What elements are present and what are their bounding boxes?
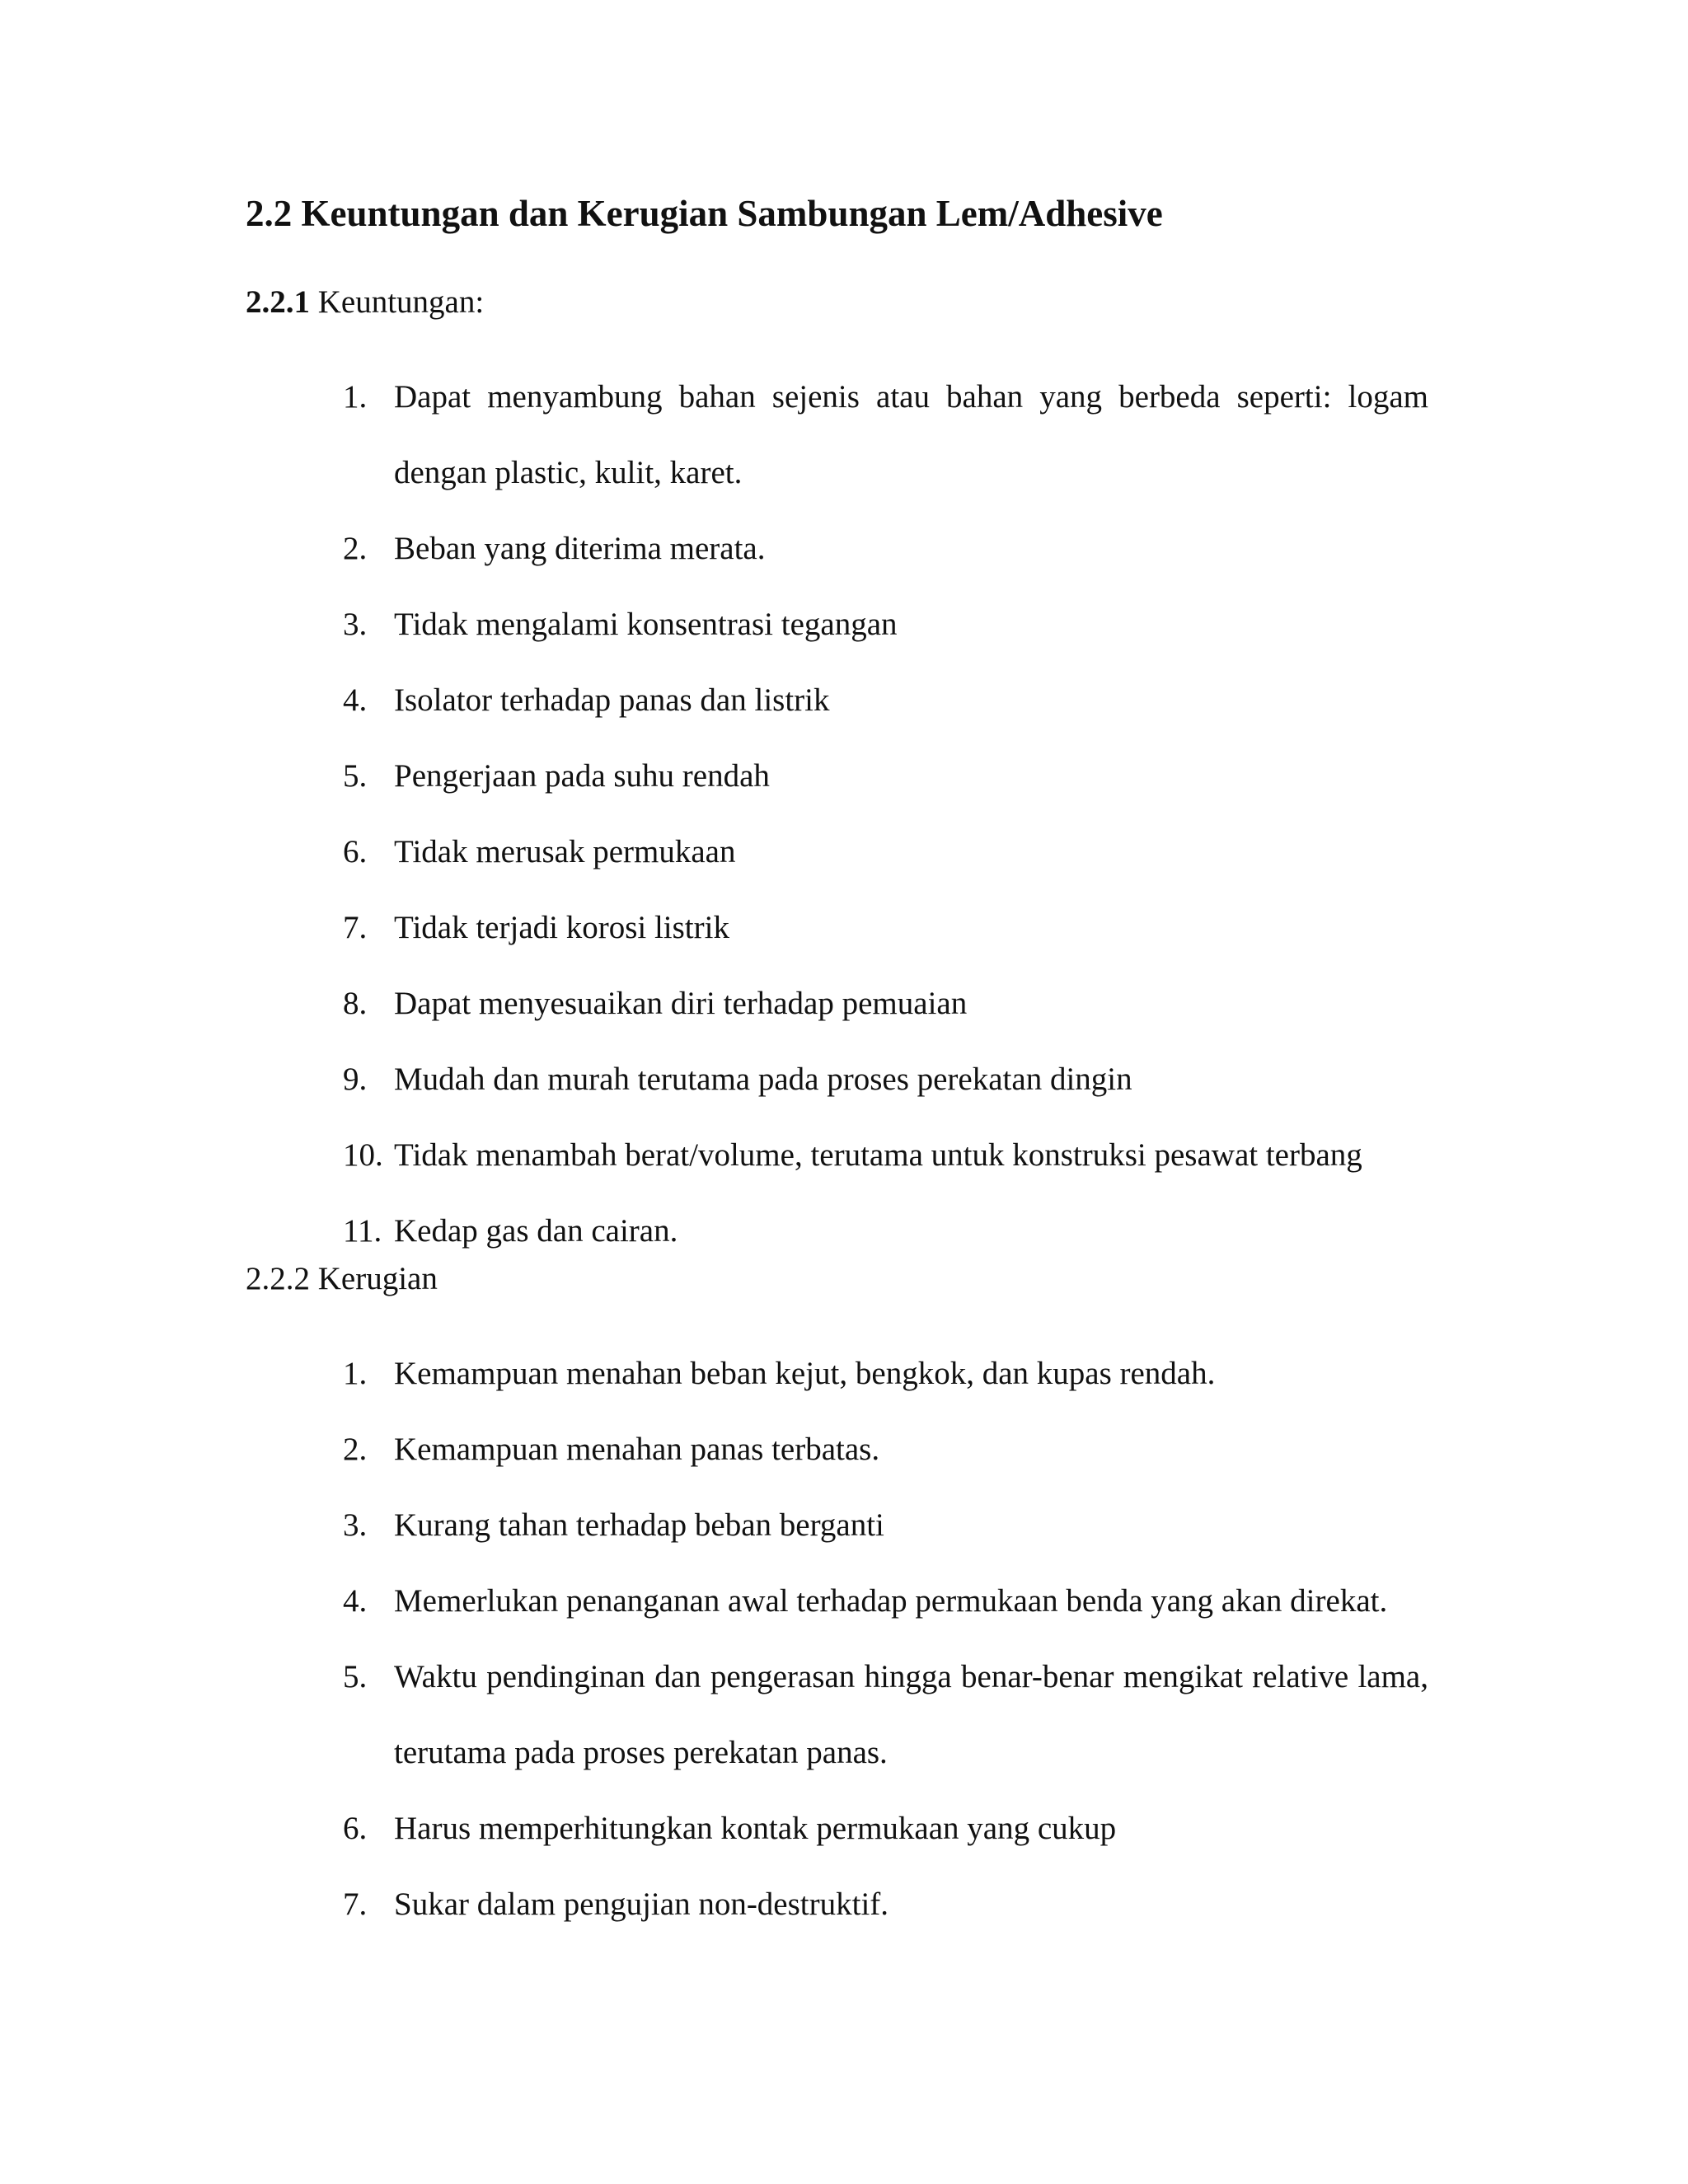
item-number: 6. (343, 834, 368, 869)
item-number: 9. (343, 1062, 368, 1097)
advantage-item-9 (0, 1042, 1688, 1118)
item-text: Tidak terjadi korosi listrik (394, 910, 729, 945)
disadvantage-item-4 (0, 1563, 1688, 1639)
item-text: Kemampuan menahan panas terbatas. (394, 1432, 880, 1467)
item-number: 11. (343, 1213, 382, 1249)
item-text: Memerlukan penanganan awal terhadap permukaan benda yang akan direkat. (394, 1583, 1388, 1619)
disadvantage-item-7 (0, 1867, 1688, 1943)
item-text: Tidak merusak permukaan (394, 834, 736, 869)
item-number: 3. (343, 607, 368, 642)
item-number: 5. (343, 1659, 368, 1694)
item-text: Tidak mengalami konsentrasi tegangan (394, 607, 898, 642)
advantages-heading (246, 284, 484, 322)
advantage-item-5 (0, 738, 1688, 814)
item-number: 10. (343, 1137, 383, 1173)
advantage-item-8 (0, 966, 1688, 1042)
item-number: 2. (343, 1432, 368, 1467)
item-number: 2. (343, 531, 368, 566)
disadvantages-list (0, 1336, 1688, 1943)
advantages-heading-text: Keuntungan: (310, 284, 485, 320)
item-number: 6. (343, 1811, 368, 1846)
disadvantage-item-2 (0, 1412, 1688, 1488)
item-text: Beban yang diterima merata. (394, 531, 766, 566)
item-number: 4. (343, 1583, 368, 1619)
item-text: Mudah dan murah terutama pada proses perekatan dingin (394, 1062, 1132, 1097)
item-text: Isolator terhadap panas dan listrik (394, 682, 830, 718)
item-number: 7. (343, 1886, 368, 1922)
item-text: Pengerjaan pada suhu rendah (394, 758, 770, 794)
item-number: 4. (343, 682, 368, 718)
item-text: Dapat menyesuaikan diri terhadap pemuaian (394, 986, 968, 1021)
advantage-item-6 (0, 814, 1688, 890)
disadvantages-heading: 2.2.2 Kerugian (246, 1261, 438, 1296)
advantage-item-1 (0, 359, 1688, 511)
item-text: Dapat menyambung bahan sejenis atau bahan yang berbeda seperti: logam dengan plastic, kulit, karet. (394, 379, 1428, 490)
advantage-item-11 (0, 1193, 1688, 1269)
advantage-item-4 (0, 663, 1688, 738)
item-number: 1. (343, 1356, 368, 1391)
advantages-heading-number: 2.2.1 (246, 284, 310, 320)
item-text: Harus memperhitungkan kontak permukaan yang cukup (394, 1811, 1117, 1846)
advantages-list (0, 359, 1688, 1269)
disadvantage-item-3 (0, 1488, 1688, 1563)
advantage-item-7 (0, 890, 1688, 966)
item-number: 3. (343, 1507, 368, 1543)
item-number: 8. (343, 986, 368, 1021)
item-number: 5. (343, 758, 368, 794)
item-text: Kedap gas dan cairan. (394, 1213, 678, 1249)
item-text: Kemampuan menahan beban kejut, bengkok, dan kupas rendah. (394, 1356, 1216, 1391)
item-text: Sukar dalam pengujian non-destruktif. (394, 1886, 889, 1922)
item-text: Waktu pendinginan dan pengerasan hingga benar-benar mengikat relative lama, terutama pada proses perekatan panas. (394, 1659, 1428, 1770)
item-text: Kurang tahan terhadap beban berganti (394, 1507, 884, 1543)
disadvantage-item-6 (0, 1791, 1688, 1867)
disadvantage-item-1 (0, 1336, 1688, 1412)
item-number: 1. (343, 379, 368, 415)
section-title: 2.2 Keuntungan dan Kerugian Sambungan Lem/Adhesive (246, 193, 1163, 234)
advantage-item-3 (0, 587, 1688, 663)
advantage-item-10 (0, 1118, 1688, 1193)
advantage-item-2 (0, 511, 1688, 587)
item-number: 7. (343, 910, 368, 945)
disadvantage-item-5 (0, 1639, 1688, 1791)
item-text: Tidak menambah berat/volume, terutama untuk konstruksi pesawat terbang (394, 1137, 1362, 1173)
